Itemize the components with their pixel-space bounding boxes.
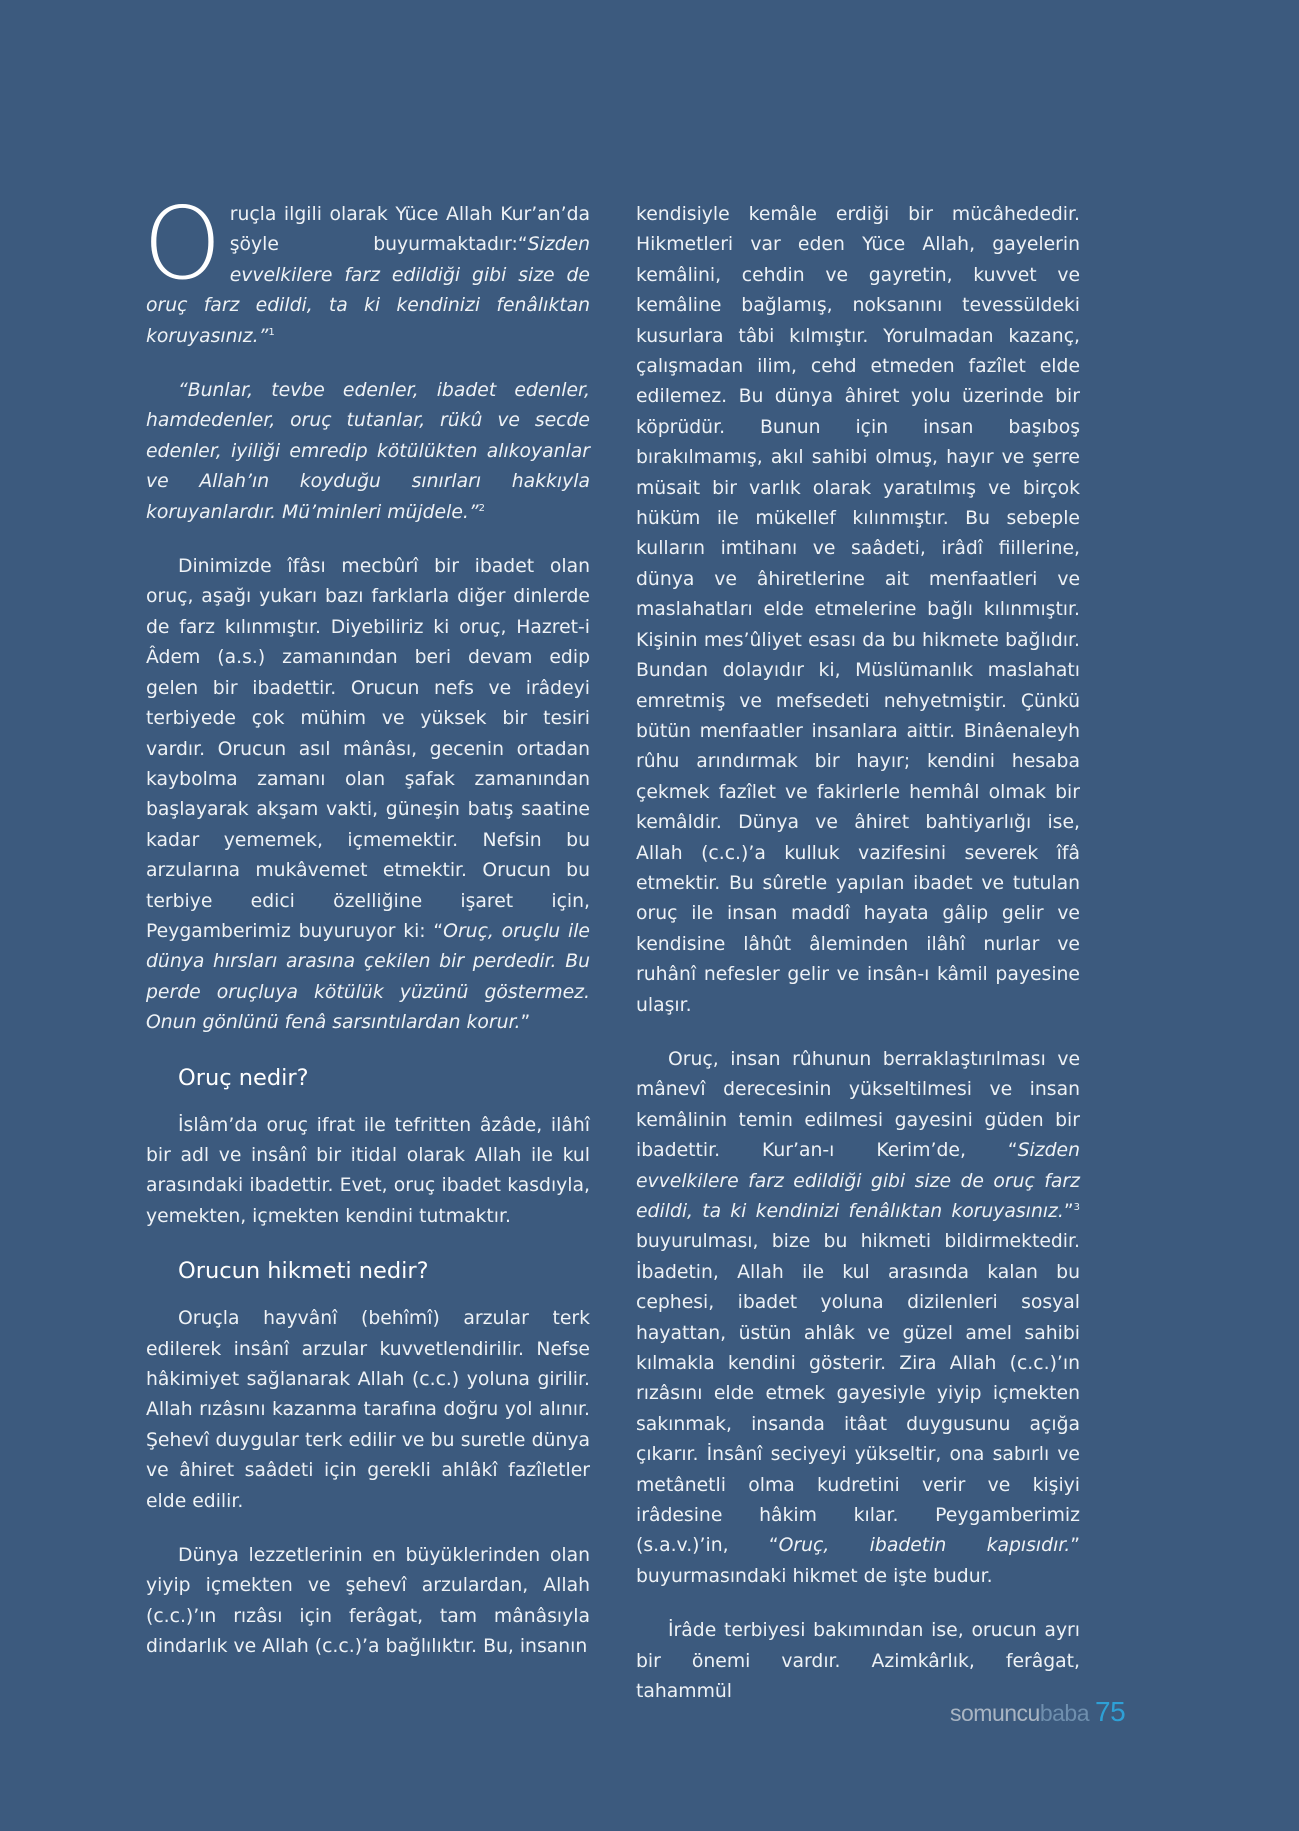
intro-text: ruçla ilgili olarak Yüce Allah Kur’an’da şöyle buyurmaktadır:“ <box>229 204 590 256</box>
left-column <box>143 185 590 1687</box>
verse-quote: Sizden evvelkilere farz edildiği gibi size de oruç farz edildi, ta ki kendinizi fenâlıktan koruyasınız.” <box>146 234 590 347</box>
body-paragraph: İslâm’da oruç ifrat ile tefritten âzâde, ilâhî bir adl ve insânî bir itidal olarak Allah ile kul arasındaki ibadettir. Evet, oruç ibadet kasdıyla, yemekten, içmekten kendini tutmaktır. <box>146 1114 590 1227</box>
body-text: buyurulması, bize bu hikmeti bildirmektedir. İbadetin, Allah ile kul arasında kalan bu cephesi, ibadet yoluna dizilenleri sosyal hayattan, üstün ahlâk ve güzel amel sahibi kılmakla kendini gösterir. Zira Allah (c.c.)’ın rızâsını elde etmek gayesiyle yiyip içmekten sakınmak, insanda itâat duygusunu açığa çıkarır. İnsânî seciyeyi yükseltir, ona sabırlı ve metânetli olma kudretini verir ve kişiyi irâdesine hâkim kılar. Peygamberimiz (s.a.v.)’in, “ <box>636 1231 1080 1557</box>
body-paragraph: Dünya lezzetlerinin en büyüklerinden olan yiyip içmekten ve şehevî arzulardan, Allah (c.c.)’ın rızâsı için ferâgat, tam mânâsıyla dindarlık ve Allah (c.c.)’a bağlılıktır. Bu, insanın <box>146 1545 590 1658</box>
verse-paragraph <box>146 376 590 528</box>
intro-paragraph <box>143 185 590 352</box>
page-footer <box>950 1696 1125 1728</box>
footnote-ref: 3 <box>1073 1202 1080 1213</box>
body-text: Dinimizde îfâsı mecbûrî bir ibadet olan oruç, aşağı yukarı bazı farklarla diğer dinlerde de farz kılınmıştır. Diyebiliriz ki oruç, Hazret-i Âdem (a.s.) zamanından beri devam edip gelen bir ibadettir. Orucun nefs ve irâdeyi terbiyede çok mühim ve yüksek bir tesiri vardır. Orucun asıl mânâsı, gecenin ortadan kaybolma zamanı olan şafak zamanından başlayarak akşam vakti, güneşin batış saatine kadar yememek, içmemektir. Nefsin bu arzularına mukâvemet etmektir. Orucun bu terbiye edici özelliğine işaret için, Peygamberimiz buyuruyor ki: “ <box>146 556 590 942</box>
quote-close: ” <box>1063 1201 1074 1222</box>
quote-close: ” <box>520 1012 531 1034</box>
footnote-ref: 1 <box>268 326 275 338</box>
magazine-logo-part2: baba <box>1039 1700 1089 1726</box>
drop-cap: O <box>143 185 222 302</box>
body-paragraph: kendisiyle kemâle erdiği bir mücâhededir. Hikmetleri var eden Yüce Allah, gayelerin kemâlini, cehdin ve gayretin, kuvvet ve kemâline bağlamış, noksanını tevessüldeki kusurlara tâbi kılmıştır. Yorulmadan kazanç, çalışmadan ilim, cehd etmeden fazîlet elde edilemez. Bu dünya âhiret yolu üzerinde bir köprüdür. Bunun için insan başıboş bırakılmamış, akıl sahibi olmuş, hayır ve şerre müsait bir varlık olarak yaratılmış ve birçok hüküm ile mükellef kılınmıştır. Bu sebeple kulların imtihanı ve saâdeti, irâdî fiillerine, dünya ve âhiretlerine ait menfaatleri ve maslahatları elde etmelerine bağlı kılınmıştır. Kişinin mes’ûliyet esası da bu hikmete bağlıdır. Bundan dolayıdır ki, Müslümanlık maslahatı emretmiş ve mefsedeti nehyetmiştir. Çünkü bütün menfaatler insanlara aittir. Binâenaleyh rûhu arındırmak bir hayır; kendini hesaba çekmek fazîlet ve fakirlerle hemhâl olmak bir kemâldir. Dünya ve âhiret bahtiyarlığı ise, Allah (c.c.)’a kulluk vazifesini severek îfâ etmektir. Bu sûretle yapılan ibadet ve tutulan oruç ile insan maddî hayata gâlip gelir ve kendisine lâhût âleminden ilâhî nurlar ve ruhânî nefesler gelir ve insân-ı kâmil payesine ulaşır. <box>636 204 1080 1016</box>
body-paragraph <box>636 1045 1080 1592</box>
body-text: Oruç, insan rûhunun berraklaştırılması ve mânevî derecesinin yükseltilmesi ve insan kemâlinin temin edilmesi gayesini güden bir ibadettir. Kur’an-ı Kerim’de, “ <box>636 1048 1080 1162</box>
hadith-quote: Oruç, oruçlu ile dünya hırsları arasına çekilen bir perdedir. Bu perde oruçluya kötülük yüzünü göstermez. Onun gönlünü fenâ sarsıntılardan korur. <box>146 920 590 1034</box>
body-paragraph: Oruçla hayvânî (behîmî) arzular terk edilerek insânî arzular kuvvetlendirilir. Nefse hâkimiyet sağlanarak Allah (c.c.) yoluna girilir. Allah rızâsını kazanma tarafına doğru yol alınır. Şehevî duygular terk edilir ve bu suretle dünya ve âhiret saâdeti için gerekli ahlâkî fazîletler elde edilir. <box>146 1308 590 1512</box>
magazine-logo-part1: somuncu <box>950 1700 1040 1726</box>
body-paragraph <box>146 552 590 1039</box>
right-column <box>636 200 1080 1732</box>
body-paragraph: İrâde terbiyesi bakımından ise, orucun ayrı bir önemi vardır. Azimkârlık, ferâgat, tahammül <box>636 1620 1080 1703</box>
hadith-quote: Oruç, ibadetin kapısıdır. <box>778 1535 1071 1557</box>
section-heading: Orucun hikmeti nedir? <box>178 1258 429 1285</box>
footnote-ref: 2 <box>478 502 485 514</box>
section-heading: Oruç nedir? <box>178 1064 309 1091</box>
verse-quote: Sizden evvelkilere farz edildiği gibi size de oruç farz edildi, ta ki kendinizi fenâlıktan koruyasınız. <box>636 1140 1080 1222</box>
page-number: 75 <box>1095 1696 1126 1727</box>
verse-quote: “Bunlar, tevbe edenler, ibadet edenler, hamdedenler, oruç tutanlar, rükû ve secde edenler, iyiliği emredip kötülükten alıkoyanlar ve Allah’ın koyduğu sınırları hakkıyla koruyanlardır. Mü’minleri müjdele.” <box>146 380 590 523</box>
body-text: ” buyurmasındaki hikmet de işte budur. <box>636 1535 1080 1587</box>
